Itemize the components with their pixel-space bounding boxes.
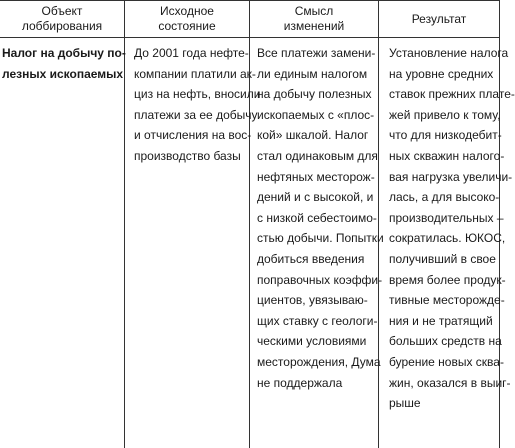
cell-initial-state: До 2001 года нефте- компании платили ак- циз на нефть, вносили платежи за ее добычу и отчисления на вос- производство базы bbox=[134, 46, 261, 163]
cell-result: Установление налога на уровне средних ставок прежних плате- жей привело к тому, что для низкодебит- ных скважин налого- вая нагрузка увеличи- лась, а для высоко- производительных – сократилась. ЮКОС, получивший в свое время более продук- тивные месторожде- ния и не тратящий больших средств на бурение новых сква- жин, оказался в выиг- рыше bbox=[389, 46, 515, 411]
table-top-rule bbox=[0, 0, 500, 1]
cell-change-meaning: Все платежи замени- ли единым налогом на добычу полезных ископаемых с «плос- кой» шкалой. Налог стал одинаковым для нефтяных месторож- дений и с высокой, и с низкой себестоимо- стью добычи. Попытки добиться введения поправочных коэффи- циентов, увязываю- щих ставку с геологи- ческими условиями месторождения, Дума не поддержала bbox=[257, 46, 384, 390]
column-divider-3 bbox=[378, 0, 379, 448]
table-header-rule bbox=[0, 37, 500, 38]
header-lobbying-object: Объект лоббирования bbox=[21, 4, 103, 33]
header-result: Результат bbox=[411, 11, 467, 26]
header-initial-state: Исходное состояние bbox=[158, 4, 216, 33]
column-divider-1 bbox=[124, 0, 125, 448]
cell-lobbying-object: Налог на добычу по- лезных ископаемых bbox=[2, 46, 126, 81]
header-change-meaning: Смысл изменений bbox=[283, 4, 345, 33]
